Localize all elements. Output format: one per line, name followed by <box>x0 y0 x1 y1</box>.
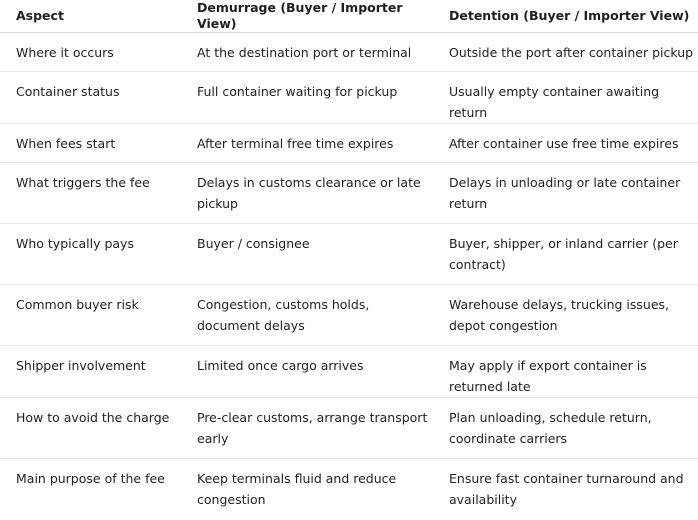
table-row <box>0 285 698 346</box>
table-row <box>0 163 698 224</box>
header-row <box>0 0 698 33</box>
demurrage-cell: Congestion, customs holds, document delays <box>189 285 441 346</box>
demurrage-cell: Full container waiting for pickup <box>189 72 441 124</box>
table-body <box>0 33 698 520</box>
detention-cell: Plan unloading, schedule return, coordinate carriers <box>441 398 698 459</box>
demurrage-cell: Keep terminals fluid and reduce congestion <box>197 471 397 507</box>
detention-cell: Delays in unloading or late container return <box>441 163 698 224</box>
detention-cell: Outside the port after container pickup <box>441 33 698 72</box>
demurrage-cell: Limited once cargo arrives <box>189 346 441 398</box>
detention-cell: After container use free time expires <box>441 124 698 163</box>
table-row <box>0 398 698 459</box>
aspect-cell: Container status <box>0 72 189 124</box>
header-detention: Detention (Buyer / Importer View) <box>441 0 698 33</box>
table-row <box>0 459 698 520</box>
aspect-cell: Common buyer risk <box>0 285 189 346</box>
aspect-cell: How to avoid the charge <box>0 398 189 459</box>
detention-cell: May apply if export container is returned late <box>441 346 698 398</box>
detention-cell: Usually empty container awaiting return <box>441 72 698 124</box>
table-row <box>0 224 698 285</box>
detention-cell: Ensure fast container turnaround and availability <box>449 471 684 507</box>
demurrage-cell: After terminal free time expires <box>189 124 441 163</box>
aspect-cell: What triggers the fee <box>0 163 189 224</box>
table-row <box>0 346 698 398</box>
demurrage-cell: Pre-clear customs, arrange transport early <box>189 398 441 459</box>
demurrage-cell: At the destination port or terminal <box>189 33 441 72</box>
demurrage-cell: Delays in customs clearance or late pickup <box>189 163 441 224</box>
aspect-cell: Where it occurs <box>0 33 189 72</box>
detention-cell: Warehouse delays, trucking issues, depot congestion <box>441 285 698 346</box>
table-row <box>0 33 698 72</box>
table-row <box>0 124 698 163</box>
table-row <box>0 72 698 124</box>
header-aspect: Aspect <box>0 0 189 33</box>
demurrage-cell: Buyer / consignee <box>189 224 441 285</box>
aspect-cell: When fees start <box>0 124 189 163</box>
table-header <box>0 0 698 33</box>
detention-cell: Buyer, shipper, or inland carrier (per contract) <box>441 224 698 285</box>
aspect-cell: Main purpose of the fee <box>16 471 165 486</box>
aspect-cell: Shipper involvement <box>0 346 189 398</box>
header-demurrage: Demurrage (Buyer / Importer View) <box>189 0 441 33</box>
aspect-cell: Who typically pays <box>0 224 189 285</box>
